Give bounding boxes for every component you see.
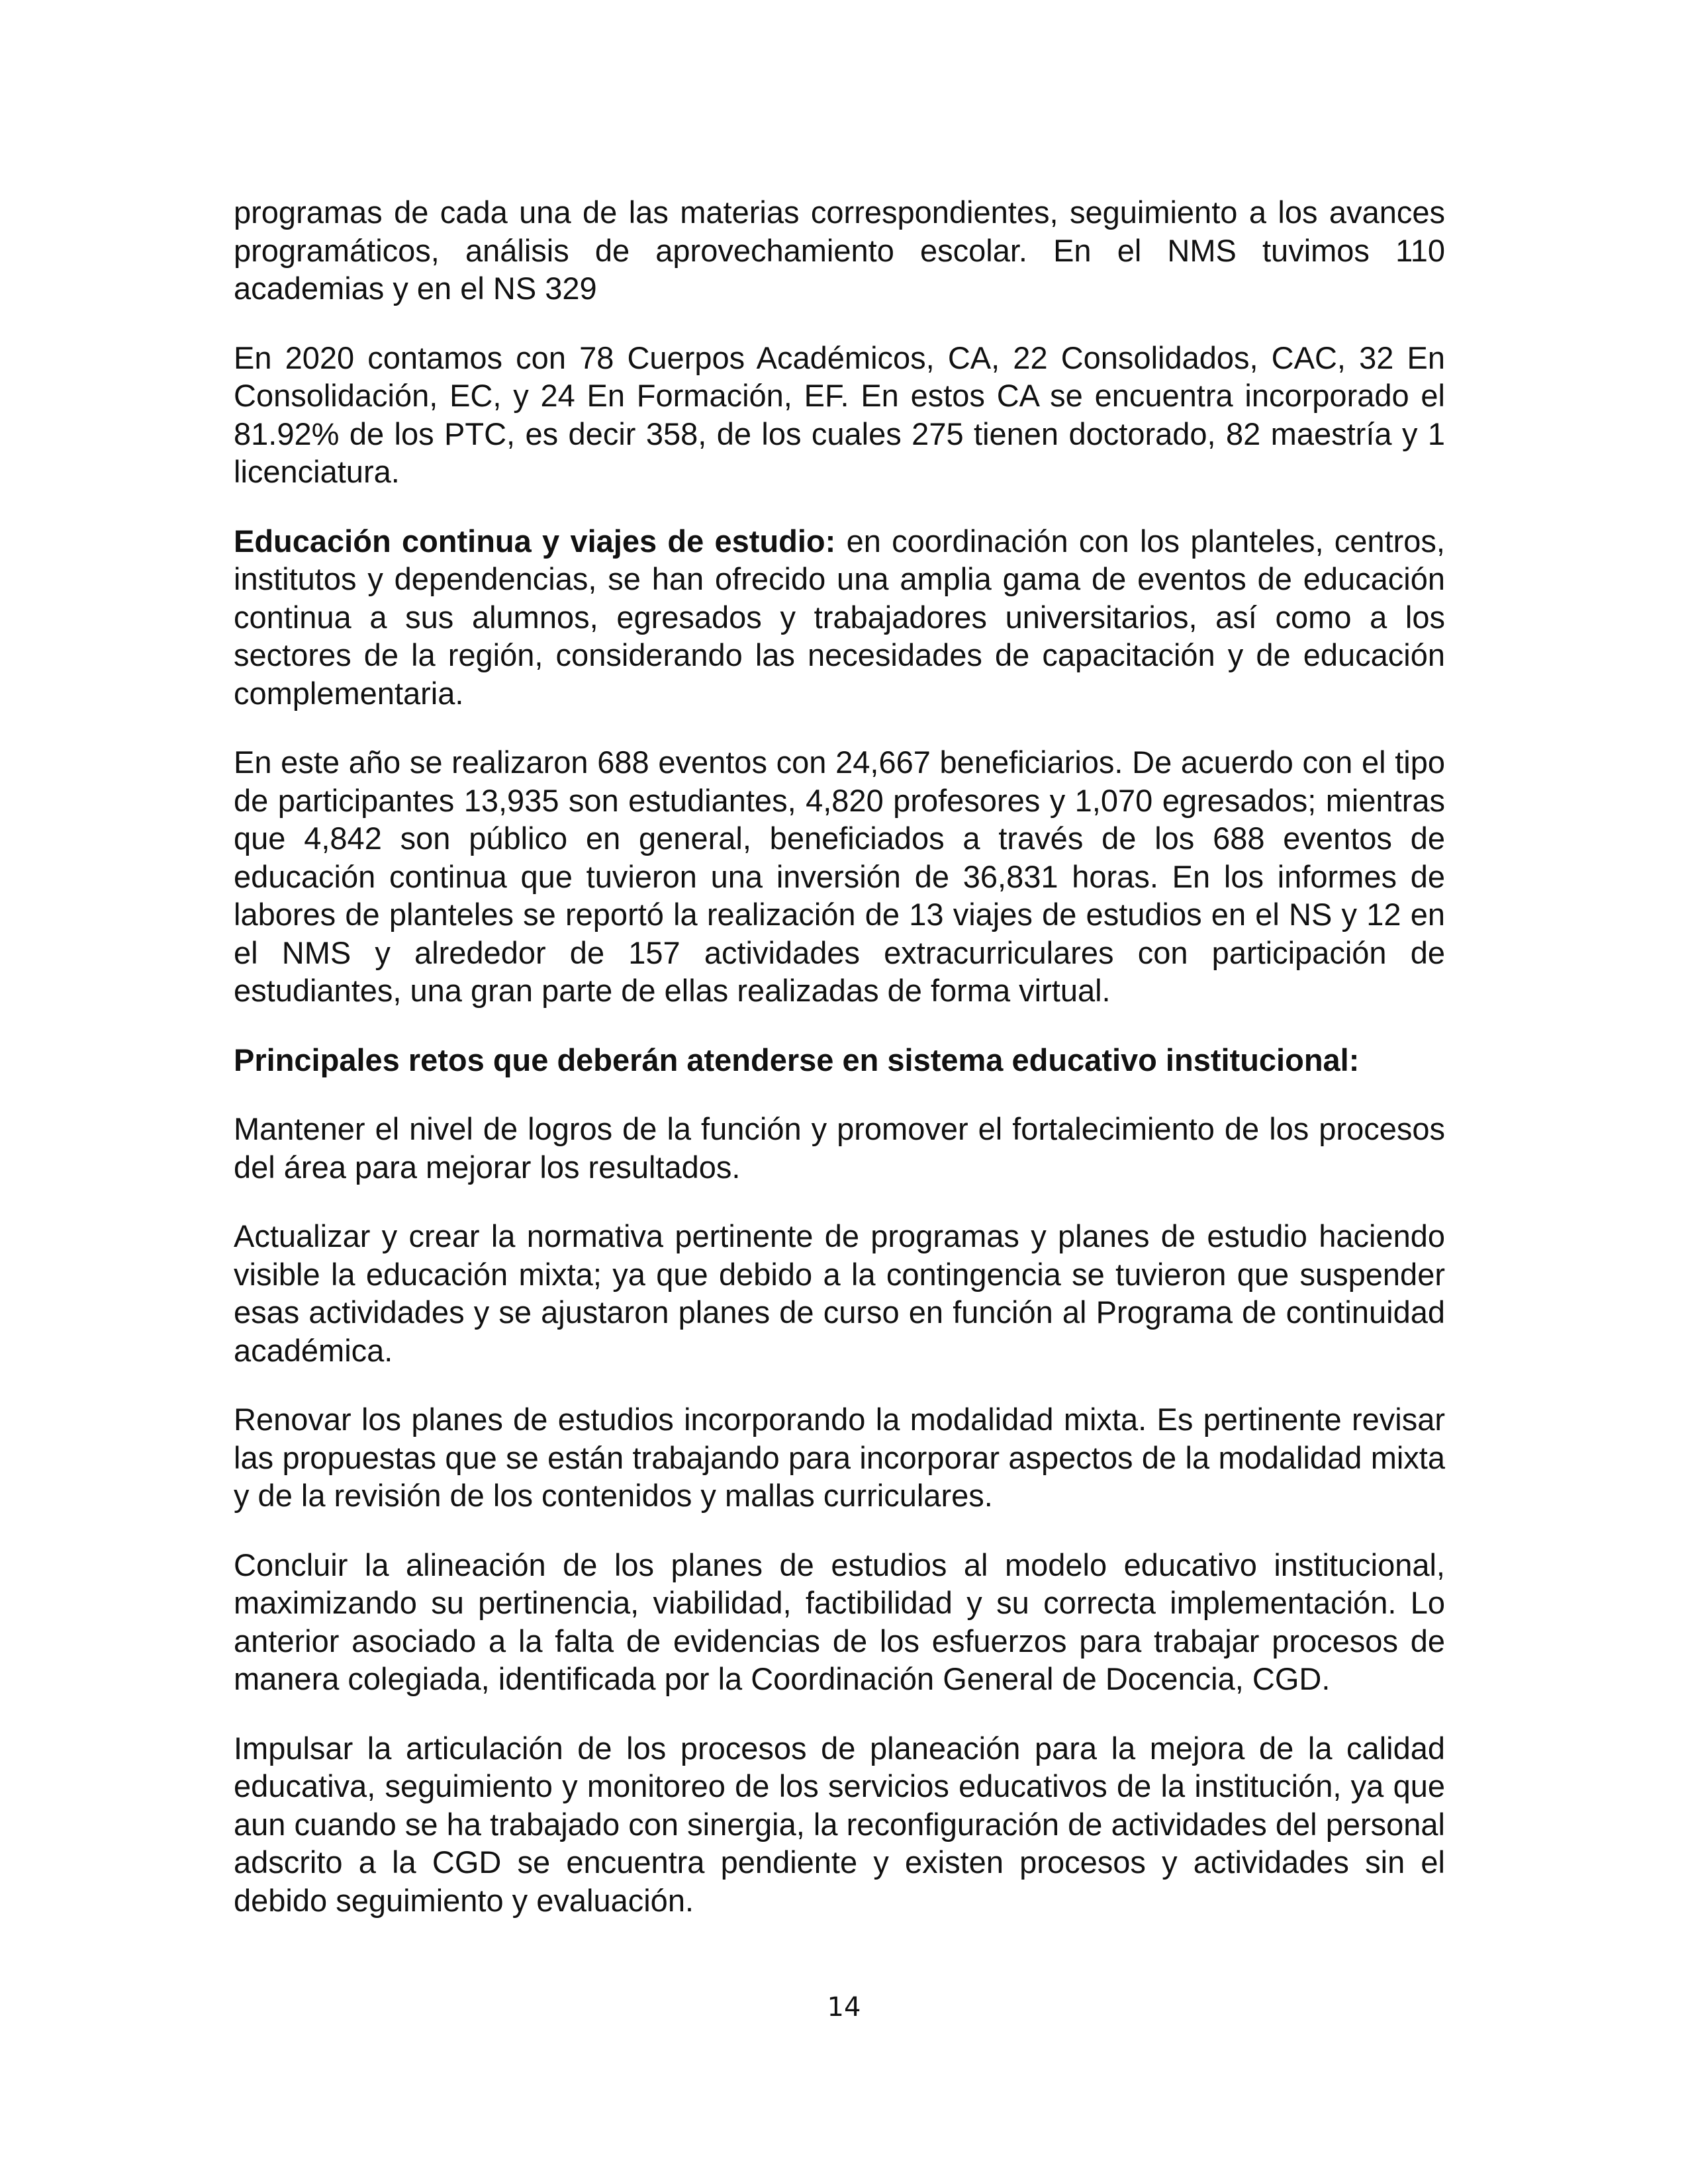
paragraph-educacion-continua [234, 522, 1445, 713]
section-heading-principales-retos: Principales retos que deberán atenderse en sistema educativo institucional: [234, 1042, 1360, 1077]
page-number: 14 [827, 1992, 861, 2023]
paragraph-educacion-continua-text: en coordinación con los planteles, centros, institutos y dependencias, se han ofrecido una amplia gama de eventos de educación continua a sus alumnos, egresados y trabajadores universitarios, así como a los sectores de la región, considerando las necesidades de capacitación y de educación complementaria. [234, 523, 1445, 711]
inline-heading-educacion-continua: Educación continua y viajes de estudio: [234, 523, 836, 559]
paragraph-mantener: Mantener el nivel de logros de la función y promover el fortalecimiento de los procesos del área para mejorar los resultados. [234, 1111, 1445, 1185]
paragraph-academias: programas de cada una de las materias correspondientes, seguimiento a los avances programáticos, análisis de aprovechamiento escolar. En el NMS tuvimos 110 academias y en el NS 329 [234, 195, 1445, 306]
document-body [234, 193, 1445, 1950]
paragraph-cuerpos-academicos: En 2020 contamos con 78 Cuerpos Académicos, CA, 22 Consolidados, CAC, 32 En Consolidación, EC, y 24 En Formación, EF. En estos CA se encuentra incorporado el 81.92% de los PTC, es decir 358, de los cuales 275 tienen doctorado, 82 maestría y 1 licenciatura. [234, 340, 1445, 489]
paragraph-actualizar: Actualizar y crear la normativa pertinente de programas y planes de estudio haciendo visible la educación mixta; ya que debido a la contingencia se tuvieron que suspender esas actividades y se ajustaron planes de curso en función al Programa de continuidad académica. [234, 1218, 1445, 1368]
paragraph-concluir: Concluir la alineación de los planes de estudios al modelo educativo institucional, maximizando su pertinencia, viabilidad, factibilidad y su correcta implementación. Lo anterior asociado a la falta de evidencias de los esfuerzos para trabajar procesos de manera colegiada, identificada por la Coordinación General de Docencia, CGD. [234, 1547, 1445, 1696]
paragraph-renovar: Renovar los planes de estudios incorporando la modalidad mixta. Es pertinente revisar las propuestas que se están trabajando para incorporar aspectos de la modalidad mixta y de la revisión de los contenidos y mallas curriculares. [234, 1402, 1445, 1513]
paragraph-impulsar: Impulsar la articulación de los procesos de planeación para la mejora de la calidad educativa, seguimiento y monitoreo de los servicios educativos de la institución, ya que aun cuando se ha trabajado con sinergia, la reconfiguración de actividades del personal adscrito a la CGD se encuentra pendiente y existen procesos y actividades sin el debido seguimiento y evaluación. [234, 1730, 1445, 1918]
paragraph-eventos: En este año se realizaron 688 eventos con 24,667 beneficiarios. De acuerdo con el tipo de participantes 13,935 son estudiantes, 4,820 profesores y 1,070 egresados; mientras que 4,842 son público en general, beneficiados a través de los 688 eventos de educación continua que tuvieron una inversión de 36,831 horas. En los informes de labores de planteles se reportó la realización de 13 viajes de estudios en el NS y 12 en el NMS y alrededor de 157 actividades extracurriculares con participación de estudiantes, una gran parte de ellas realizadas de forma virtual. [234, 745, 1445, 1008]
